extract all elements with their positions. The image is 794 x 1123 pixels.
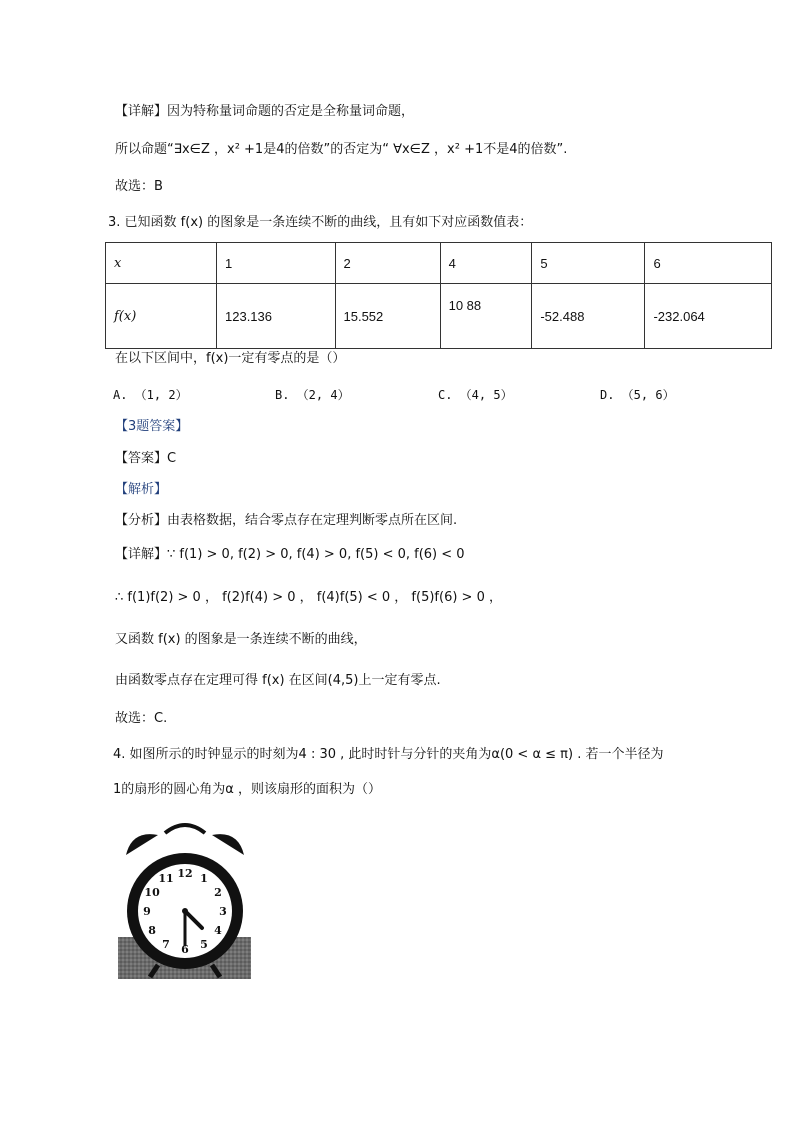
detail-line-3: 又函数 f(x) 的图象是一条连续不断的曲线， — [115, 632, 367, 647]
clock-numeral: 6 — [181, 943, 189, 956]
clock-numeral: 12 — [177, 867, 193, 880]
clock-numeral: 7 — [162, 937, 170, 951]
clock-numeral: 11 — [158, 872, 174, 886]
choice-c: 故选：C. — [115, 711, 168, 726]
q4-stem-1: 4. 如图所示的时钟显示的时刻为4 : 30 , 此时时针与分针的夹角为α(0 < α ≤ π) . 若一个半径为 — [113, 747, 664, 762]
table-cell: 123.136 — [217, 284, 336, 349]
clock-numeral: 2 — [214, 886, 222, 899]
clock-numeral: 1 — [200, 872, 208, 886]
left-bell-icon — [126, 834, 158, 855]
right-bell-icon — [212, 834, 244, 855]
table-cell: -232.064 — [645, 284, 772, 349]
table-cell: -52.488 — [532, 284, 645, 349]
row-x-label: x — [106, 243, 217, 284]
clock-numeral: 8 — [148, 924, 156, 937]
table-row — [106, 243, 772, 284]
option-d: D. （5, 6） — [600, 388, 675, 402]
analysis-line: 【分析】由表格数据，结合零点存在定理判断零点所在区间. — [115, 513, 458, 528]
detail-line-1: 【详解】∵ f(1) > 0, f(2) > 0, f(4) > 0, f(5) < 0, f(6) < 0 — [115, 547, 465, 562]
option-a: A. （1, 2） — [113, 388, 188, 402]
table-cell: 15.552 — [335, 284, 440, 349]
table-row — [106, 284, 772, 349]
clock-numeral: 9 — [143, 905, 151, 918]
q3-stem: 3. 已知函数 f(x) 的图象是一条连续不断的曲线，且有如下对应函数值表： — [108, 215, 533, 230]
alarm-clock-image — [118, 815, 253, 983]
detail-line-2: ∴ f(1)f(2) > 0 ， f(2)f(4) > 0 ， f(4)f(5) < 0 ， f(5)f(6) > 0 ， — [115, 590, 502, 605]
detail-line: 【详解】因为特称量词命题的否定是全称量词命题， — [115, 104, 415, 119]
clock-handle — [165, 825, 205, 833]
clock-center — [182, 908, 188, 914]
option-c: C. （4, 5） — [438, 388, 513, 402]
option-b: B. （2, 4） — [275, 388, 350, 402]
q4-stem-2: 1的扇形的圆心角为α ，则该扇形的面积为（） — [113, 782, 381, 797]
choice-b: 故选：B — [115, 179, 163, 194]
table-cell: 10 88 — [440, 284, 532, 349]
table-cell: 6 — [645, 243, 772, 284]
negation-line: 所以命题“∃x∈Z ，x² +1是4的倍数”的否定为“ ∀x∈Z ，x² +1不是4的倍数”. — [115, 142, 568, 157]
answer-line: 【答案】C — [115, 451, 177, 466]
table-cell: 2 — [335, 243, 440, 284]
answer-tag: 【3题答案】 — [115, 419, 189, 434]
row-f-label: f(x) — [106, 284, 217, 349]
detail-line-4: 由函数零点存在定理可得 f(x) 在区间(4,5)上一定有零点. — [115, 673, 441, 688]
table-cell: 4 — [440, 243, 532, 284]
clock-numeral: 5 — [200, 937, 208, 951]
table-cell: 1 — [217, 243, 336, 284]
clock-numeral: 3 — [219, 905, 227, 918]
q3-question: 在以下区间中，f(x)一定有零点的是（） — [115, 351, 346, 366]
table-cell: 5 — [532, 243, 645, 284]
clock-numeral: 4 — [214, 924, 222, 937]
clock-numeral: 10 — [144, 886, 160, 899]
analysis-tag: 【解析】 — [115, 482, 168, 497]
values-table — [105, 242, 772, 349]
